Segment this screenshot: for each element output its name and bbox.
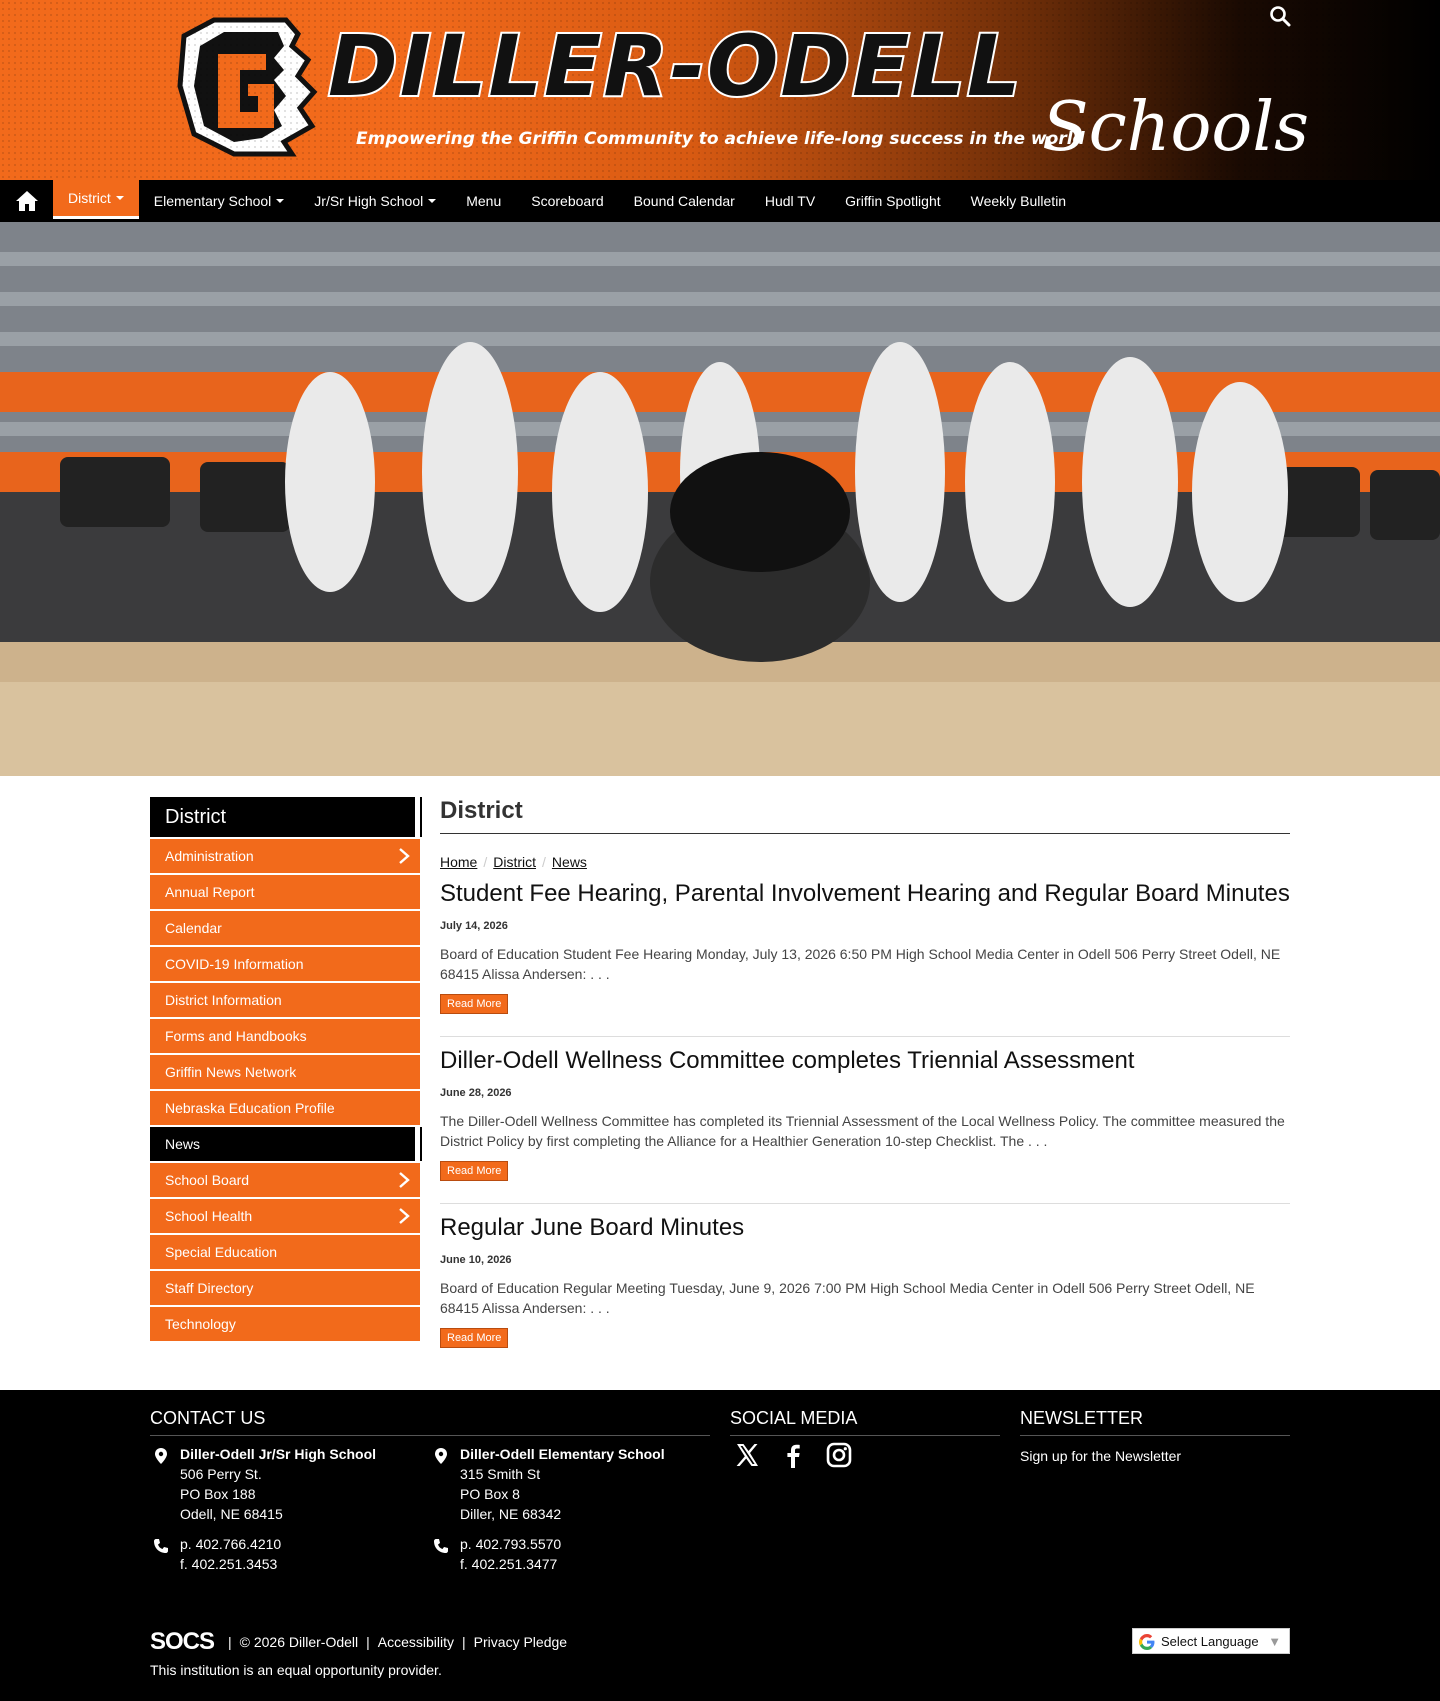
news-post (440, 1047, 1290, 1204)
sidebar-item-nebraska-education-profile[interactable] (150, 1091, 420, 1125)
phone-icon (433, 1538, 449, 1554)
sidebar-item-label: District Information (165, 992, 282, 1008)
hero-photo-illustration (0, 222, 1440, 776)
x-icon[interactable] (734, 1442, 760, 1468)
nav-item-menu[interactable] (451, 180, 516, 222)
contact-elementary-phone (460, 1534, 561, 1574)
phone-number[interactable]: p. 402.766.4210 (180, 1536, 282, 1552)
nav-item-district[interactable] (53, 180, 139, 219)
sidebar-item-school-board[interactable] (150, 1163, 420, 1197)
sidebar-item-label: School Board (165, 1172, 250, 1188)
news-post (440, 880, 1290, 1037)
breadcrumb-home[interactable]: Home (440, 854, 478, 870)
main-content (440, 797, 1290, 1380)
newsletter-title: NEWSLETTER (1020, 1408, 1290, 1436)
facebook-icon[interactable] (780, 1442, 806, 1468)
nav-item-label: Elementary School (153, 193, 272, 209)
page-title: District (440, 797, 1290, 834)
school-name: Diller-Odell Elementary School (460, 1446, 665, 1462)
breadcrumb-news[interactable]: News (551, 854, 587, 870)
address-line: 315 Smith St (460, 1466, 541, 1482)
sidebar-list (150, 839, 420, 1341)
sidebar-item-label: Forms and Handbooks (165, 1028, 307, 1044)
news-post-date: June 28, 2026 (440, 1087, 512, 1099)
news-post-excerpt: Board of Education Regular Meeting Tuesday, June 9, 2026 7:00 PM High School Media Center in Odell 506 Perry Street Odell, NE 68415 Alissa Andersen: . . . (440, 1280, 1255, 1316)
language-select[interactable] (1132, 1628, 1290, 1654)
sidebar-item-label: Calendar (165, 920, 222, 936)
accessibility-link[interactable]: Accessibility (377, 1634, 455, 1650)
map-pin-icon (155, 1448, 167, 1464)
copyright: © 2026 Diller-Odell (239, 1634, 359, 1650)
news-post-date: June 10, 2026 (440, 1254, 512, 1266)
news-post-excerpt: Board of Education Student Fee Hearing Monday, July 13, 2026 6:50 PM High School Media Center in Odell 506 Perry Street Odell, NE 68415 Alissa Andersen: . . . (440, 946, 1281, 982)
phone-icon (153, 1538, 169, 1554)
address-line: PO Box 188 (180, 1486, 256, 1502)
sidebar-item-district-information[interactable] (150, 983, 420, 1017)
nav-item-label: Hudl TV (764, 193, 816, 209)
brand-name: DILLER-ODELL (328, 17, 1023, 115)
footer-bottom-bar (150, 1628, 567, 1656)
sidebar-item-staff-directory[interactable] (150, 1271, 420, 1305)
chevron-right-icon[interactable] (398, 848, 410, 864)
language-select-caret: ▼ (1268, 1634, 1282, 1649)
read-more-button[interactable]: Read More (440, 1161, 508, 1181)
fax-number: f. 402.251.3477 (460, 1556, 558, 1572)
sidebar-item-school-health[interactable] (150, 1199, 420, 1233)
google-icon (1139, 1634, 1155, 1650)
nav-item-hudl-tv[interactable] (750, 180, 830, 222)
sidebar-item-label: News (165, 1136, 201, 1152)
newsletter-link[interactable]: Sign up for the Newsletter (1020, 1448, 1182, 1464)
breadcrumb: Home / District / News (440, 854, 587, 870)
search-icon[interactable] (1268, 4, 1292, 28)
nav-item-scoreboard[interactable] (516, 180, 618, 222)
sidebar-item-griffin-news-network[interactable] (150, 1055, 420, 1089)
language-select-label: Select Language (1161, 1634, 1259, 1649)
sidebar-item-label: Technology (165, 1316, 236, 1332)
brand-tagline: Empowering the Griffin Community to achieve life-long success in the world (356, 129, 1085, 149)
sidebar-title: District (150, 797, 420, 837)
main-nav (0, 180, 1440, 222)
news-post-title[interactable]: Diller-Odell Wellness Committee completes Triennial Assessment (440, 1047, 1135, 1074)
news-post-title[interactable]: Regular June Board Minutes (440, 1214, 745, 1241)
caret-down-icon (428, 199, 436, 203)
sidebar-item-label: Annual Report (165, 884, 255, 900)
contact-title: CONTACT US (150, 1408, 710, 1436)
sidebar-item-covid-19-information[interactable] (150, 947, 420, 981)
sidebar-item-news[interactable] (150, 1127, 420, 1161)
sidebar-item-technology[interactable] (150, 1307, 420, 1341)
caret-down-icon (276, 199, 284, 203)
nav-list (53, 180, 1081, 222)
griffin-logo-icon[interactable] (174, 16, 322, 158)
caret-down-icon (116, 196, 124, 200)
social-title: SOCIAL MEDIA (730, 1408, 1000, 1436)
sidebar-item-label: Special Education (165, 1244, 278, 1260)
privacy-link[interactable]: Privacy Pledge (473, 1634, 568, 1650)
chevron-right-icon[interactable] (398, 1208, 410, 1224)
nav-item-label: Weekly Bulletin (970, 193, 1067, 209)
contact-elementary (460, 1444, 665, 1524)
sidebar-item-label: COVID-19 Information (165, 956, 304, 972)
nav-item-label: Menu (466, 193, 502, 209)
nav-item-griffin-spotlight[interactable] (830, 180, 955, 222)
sidebar-item-label: School Health (165, 1208, 253, 1224)
sidebar-item-annual-report[interactable] (150, 875, 420, 909)
sidebar-item-label: Griffin News Network (165, 1064, 297, 1080)
nav-item-label: District (68, 190, 111, 206)
school-name: Diller-Odell Jr/Sr High School (180, 1446, 377, 1462)
separator: | (228, 1634, 232, 1650)
brand-schools: Schools (1042, 88, 1309, 167)
sidebar-item-calendar[interactable] (150, 911, 420, 945)
social-links (734, 1442, 852, 1468)
chevron-right-icon[interactable] (398, 1172, 410, 1188)
nav-item-label: Scoreboard (531, 193, 604, 209)
nav-item-label: Griffin Spotlight (845, 193, 941, 209)
nav-item-elementary-school[interactable] (139, 180, 300, 222)
separator: | (462, 1634, 466, 1650)
socs-logo[interactable]: SOCS (150, 1628, 215, 1655)
equal-opportunity: This institution is an equal opportunity provider. (150, 1662, 442, 1678)
sidebar-item-forms-and-handbooks[interactable] (150, 1019, 420, 1053)
sidebar-item-label: Administration (165, 848, 254, 864)
news-post-excerpt: The Diller-Odell Wellness Committee has completed its Triennial Assessment of the Local Wellness Policy. The committee measured the District Policy by first completing the Alliance for a Healthier Generation 10-step Checklist. The . . . (440, 1113, 1285, 1149)
address-line: Odell, NE 68415 (180, 1506, 283, 1522)
breadcrumb-district[interactable]: District (493, 854, 537, 870)
contact-jrsr-phone (180, 1534, 281, 1574)
news-post-date: July 14, 2026 (440, 920, 508, 932)
sidebar-item-administration[interactable] (150, 839, 420, 873)
contact-jrsr (180, 1444, 376, 1524)
fax-number: f. 402.251.3453 (180, 1556, 278, 1572)
address-line: PO Box 8 (460, 1486, 520, 1502)
sidebar-item-label: Nebraska Education Profile (165, 1100, 335, 1116)
sidebar-item-label: Staff Directory (165, 1280, 254, 1296)
sidebar (150, 797, 420, 1343)
nav-item-label: Bound Calendar (633, 193, 735, 209)
address-line: Diller, NE 68342 (460, 1506, 562, 1522)
home-icon[interactable] (14, 188, 40, 214)
read-more-button[interactable]: Read More (440, 1328, 508, 1348)
read-more-button[interactable]: Read More (440, 994, 508, 1014)
site-header (0, 0, 1440, 180)
instagram-icon[interactable] (826, 1442, 852, 1468)
nav-item-jr-sr-high-school[interactable] (299, 180, 451, 222)
nav-item-bound-calendar[interactable] (619, 180, 750, 222)
nav-item-label: Jr/Sr High School (314, 193, 424, 209)
news-post-title[interactable]: Student Fee Hearing, Parental Involvement Hearing and Regular Board Minutes (440, 880, 1290, 907)
separator: | (366, 1634, 370, 1650)
map-pin-icon (435, 1448, 447, 1464)
news-post (440, 1214, 1290, 1370)
phone-number[interactable]: p. 402.793.5570 (460, 1536, 562, 1552)
news-list (440, 880, 1290, 1370)
address-line: 506 Perry St. (180, 1466, 262, 1482)
nav-item-weekly-bulletin[interactable] (956, 180, 1081, 222)
hero-image (0, 222, 1440, 776)
sidebar-item-special-education[interactable] (150, 1235, 420, 1269)
site-footer (0, 1390, 1440, 1701)
